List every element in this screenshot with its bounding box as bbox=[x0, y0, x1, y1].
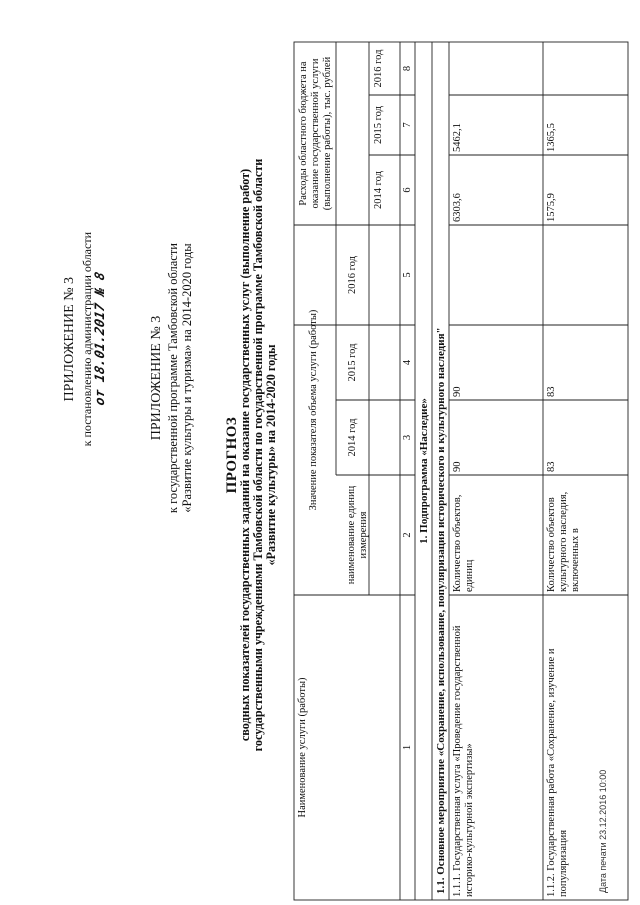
row-1-budget-2016 bbox=[451, 42, 543, 95]
header-service-name: Наименование услуги (работы) bbox=[297, 677, 308, 818]
row-2-service-name: 1.1.2. Государственная работа «Сохранение, изучение и популяризация bbox=[546, 648, 569, 897]
print-date: Дата печати 23.12.2016 10:00 bbox=[598, 769, 608, 893]
column-number: 7 bbox=[402, 122, 413, 128]
row-1-volume-2016 bbox=[451, 225, 543, 325]
appendix-program-line2: к государственной программе Тамбовской области bbox=[166, 243, 180, 514]
row-2-volume-2015: 83 bbox=[546, 386, 557, 397]
column-number: 1 bbox=[402, 744, 413, 751]
row-2-budget-2015: 1365,5 bbox=[546, 123, 557, 152]
document-title bbox=[226, 155, 278, 755]
header-budget-2014: 2014 год bbox=[373, 171, 384, 209]
title-line-2: государственными учреждениями Тамбовской области по государственной программе Тамбовской области bbox=[251, 158, 265, 752]
header-volume-2015: 2015 год bbox=[347, 343, 358, 382]
subprogram-row: 1. Подпрограмма «Наследие» bbox=[418, 398, 430, 544]
main-measure-row: 1.1. Основное мероприятие «Сохранение, использование, популяризация исторического и культурного наследия" bbox=[435, 327, 447, 894]
handwritten-date-number: от 18.01.2017 № 8 bbox=[93, 271, 108, 408]
header-volume-2014: 2014 год bbox=[347, 418, 358, 457]
column-number: 6 bbox=[402, 187, 413, 193]
row-1-volume-2015: 90 bbox=[452, 386, 463, 397]
header-budget-2015: 2015 год bbox=[373, 106, 384, 144]
column-number: 8 bbox=[402, 65, 413, 72]
header-unit-name: наименование единиц измерения bbox=[346, 485, 369, 585]
row-1-budget-2014: 6303,6 bbox=[452, 193, 463, 222]
header-volume-indicator: Значение показателя объема услуги (работы) bbox=[308, 309, 319, 511]
appendix-main-block bbox=[62, 232, 108, 446]
header-budget-2016: 2016 год bbox=[373, 49, 384, 88]
column-number: 4 bbox=[402, 359, 413, 366]
row-2-volume-2016 bbox=[545, 225, 627, 325]
title-line-1: сводных показателей государственных заданий на оказание государственных услуг (выполнение работ) bbox=[238, 168, 252, 742]
appendix-main-subtitle: к постановлению администрации области bbox=[80, 232, 94, 447]
row-2-budget-2014: 1575,9 bbox=[546, 193, 557, 222]
header-volume-2016: 2016 год bbox=[347, 256, 358, 294]
row-1-unit: Количество объектов, единиц bbox=[452, 494, 475, 592]
row-2-budget-2016 bbox=[545, 42, 627, 95]
row-1-service-name: 1.1.1. Государственная услуга «Проведение государственной историко-культурной экспертизы» bbox=[452, 625, 475, 897]
row-1-volume-2014: 90 bbox=[452, 461, 463, 472]
row-1-budget-2015: 5462,1 bbox=[452, 123, 463, 152]
appendix-program-title: ПРИЛОЖЕНИЕ № 3 bbox=[149, 315, 164, 441]
column-number: 2 bbox=[402, 532, 413, 538]
appendix-program-block bbox=[150, 243, 194, 513]
column-number: 3 bbox=[402, 434, 413, 441]
title-heading: ПРОГНОЗ bbox=[224, 416, 240, 494]
title-line-3: «Развитие культуры» на 2014-2020 годы bbox=[264, 344, 278, 566]
row-2-unit: Количество объектов культурного наследия, включенных в bbox=[546, 491, 581, 592]
column-number: 5 bbox=[402, 272, 413, 278]
header-budget: Расходы областного бюджета на оказание государственной услуги (выполнение работы), тыс. рублей bbox=[298, 56, 333, 211]
appendix-main-title: ПРИЛОЖЕНИЕ № 3 bbox=[62, 276, 77, 402]
appendix-program-line3: «Развитие культуры и туризма» на 2014-2020 годы bbox=[180, 243, 194, 513]
row-2-volume-2014: 83 bbox=[546, 461, 557, 472]
